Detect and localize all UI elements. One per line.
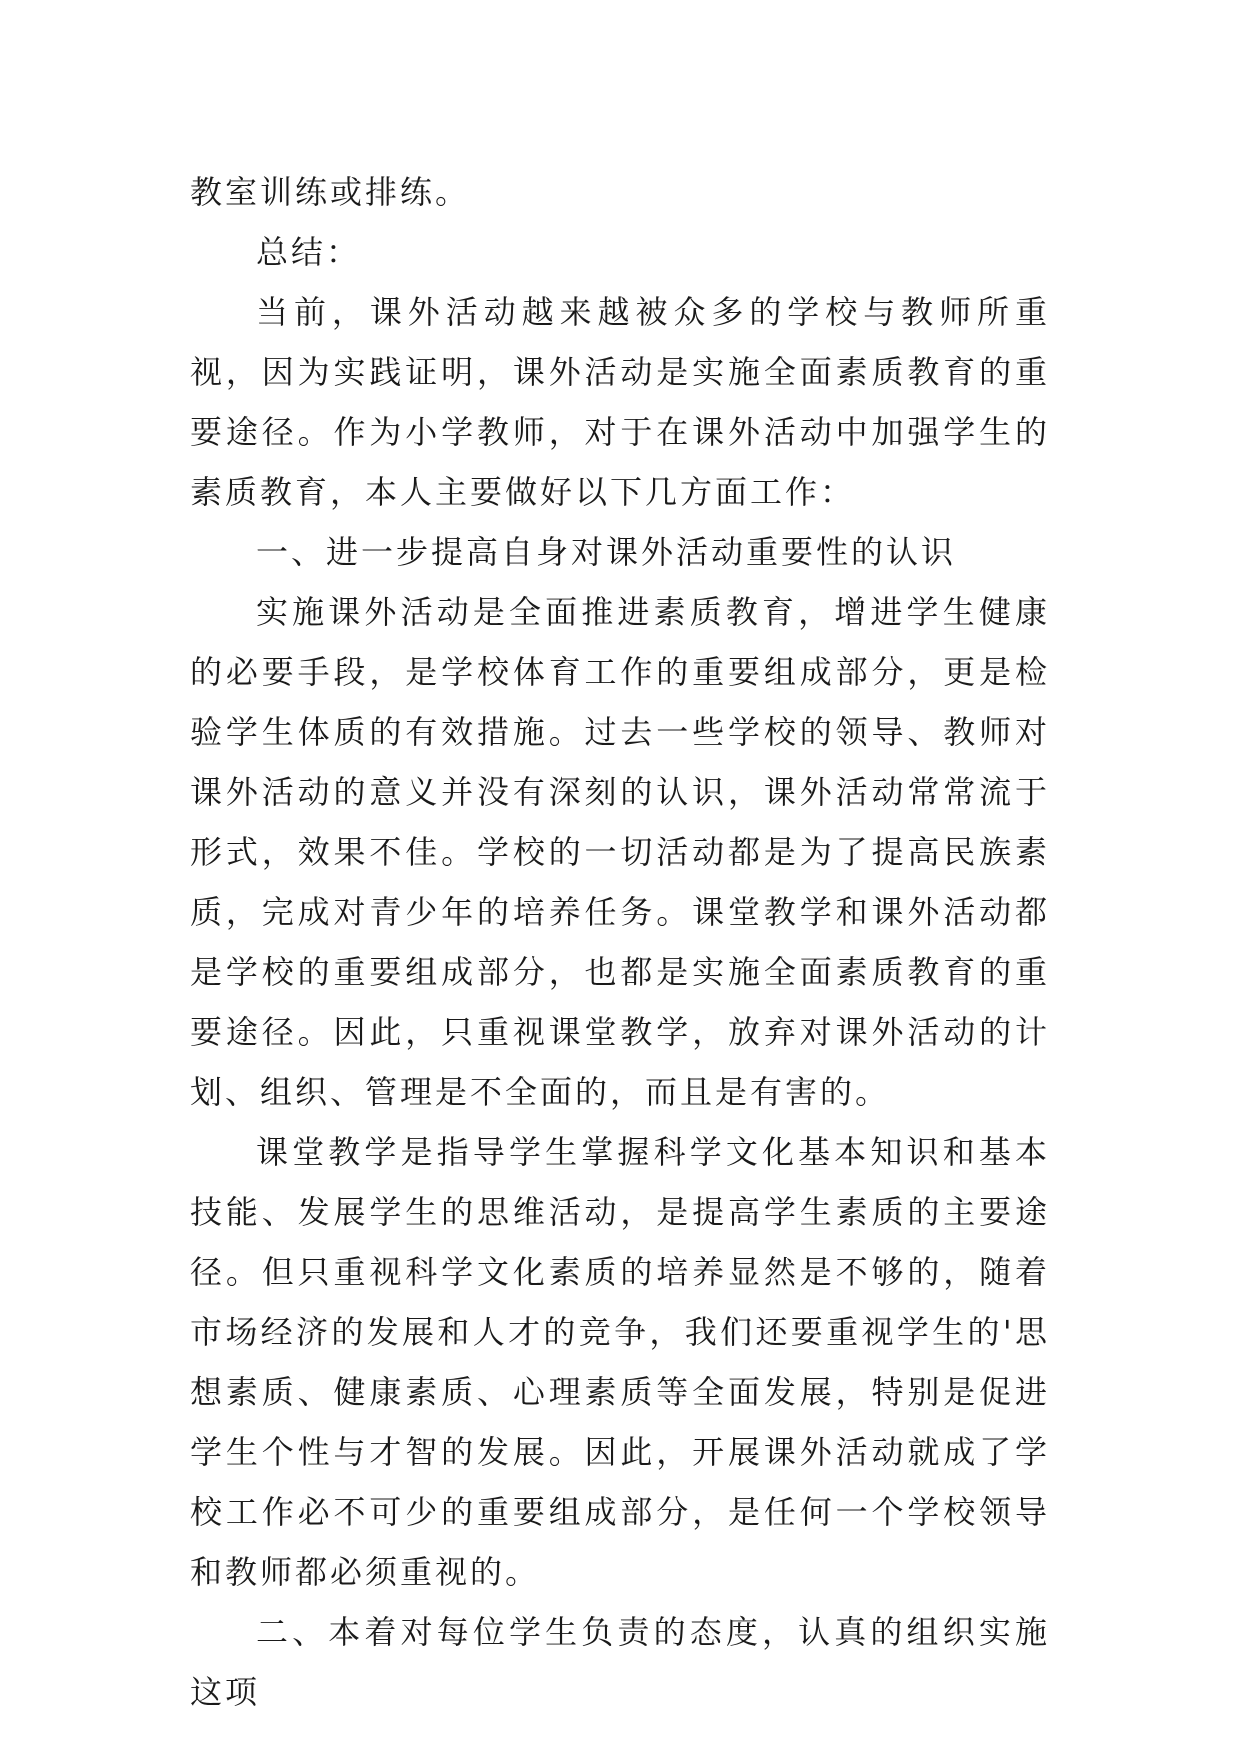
- section-heading-two: 二、本着对每位学生负责的态度，认真的组织实施这项: [190, 1613, 1050, 1711]
- paragraph-section-one-continued: 课堂教学是指导学生掌握科学文化基本知识和基本技能、发展学生的思维活动，是提高学生素质的主要途径。但只重视科学文化素质的培养显然是不够的，随着市场经济的发展和人才的竞争，我们还要重视学生的'思想素质、健康素质、心理素质等全面发展，特别是促进学生个性与才智的发展。因此，开展课外活动就成了学校工作必不可少的重要组成部分，是任何一个学校领导和教师都必须重视的。: [190, 1133, 1050, 1591]
- paragraph-continuation: 教室训练或排练。: [190, 173, 471, 211]
- paragraph-section-one-body: 实施课外活动是全面推进素质教育，增进学生健康的必要手段，是学校体育工作的重要组成部分，更是检验学生体质的有效措施。过去一些学校的领导、教师对课外活动的意义并没有深刻的认识，课外活动常常流于形式，效果不佳。学校的一切活动都是为了提高民族素质，完成对青少年的培养任务。课堂教学和课外活动都是学校的重要组成部分，也都是实施全面素质教育的重要途径。因此，只重视课堂教学，放弃对课外活动的计划、组织、管理是不全面的，而且是有害的。: [190, 593, 1050, 1111]
- paragraph-intro: 当前，课外活动越来越被众多的学校与教师所重视，因为实践证明，课外活动是实施全面素质教育的重要途径。作为小学教师，对于在课外活动中加强学生的素质教育，本人主要做好以下几方面工作：: [190, 293, 1050, 511]
- paragraph-summary-heading: 总结：: [256, 233, 362, 271]
- section-heading-one: 一、进一步提高自身对课外活动重要性的认识: [256, 533, 957, 571]
- document-body: [190, 162, 1050, 1722]
